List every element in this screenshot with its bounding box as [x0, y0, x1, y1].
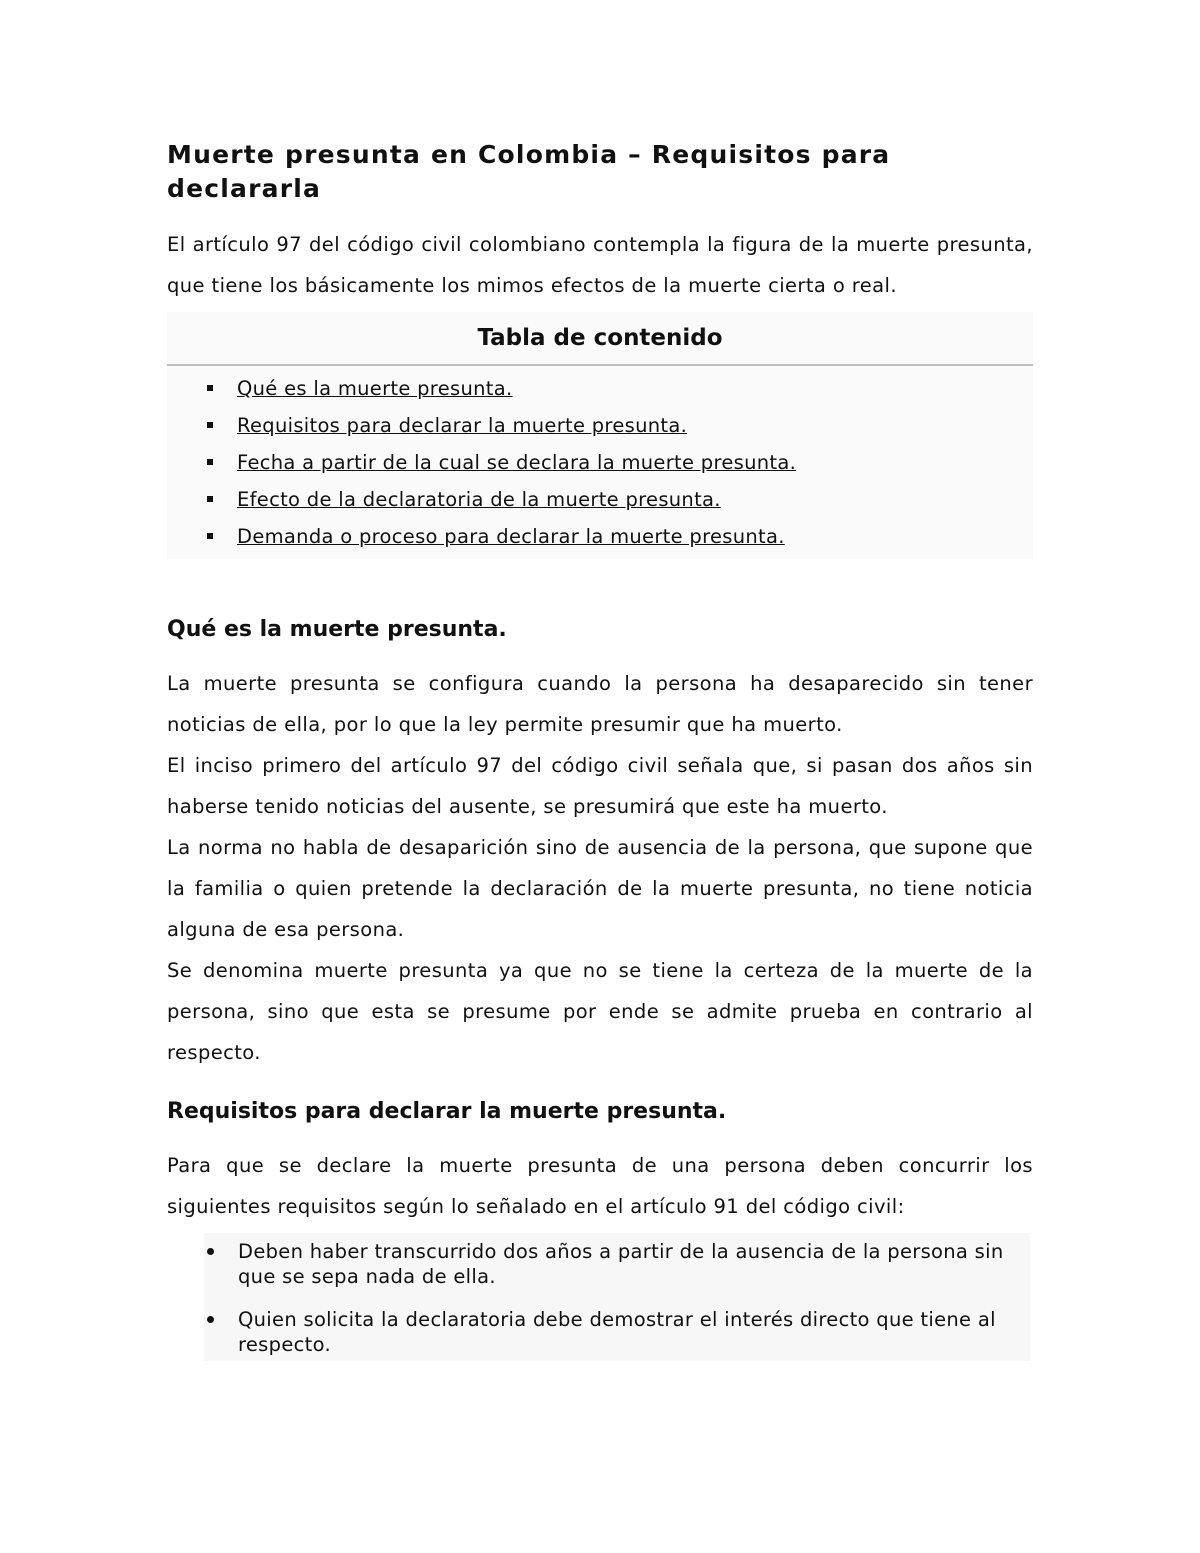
document-body [167, 138, 1033, 1361]
square-bullet-icon [207, 496, 213, 502]
toc-item [167, 481, 1033, 518]
section-heading-que-es: Qué es la muerte presunta. [167, 617, 507, 642]
toc-link-que-es[interactable]: Qué es la muerte presunta. [237, 377, 513, 400]
section1-paragraph: La muerte presunta se configura cuando la persona ha desaparecido sin tener noticias de ella, por lo que la ley permite presumir que ha muerto. [167, 672, 1033, 736]
document-title: Muerte presunta en Colombia – Requisitos para declararla [167, 140, 891, 203]
round-bullet-icon [207, 1248, 214, 1255]
toc-item [167, 518, 1033, 555]
section2-paragraph: Para que se declare la muerte presunta de una persona deben concurrir los siguientes requisitos según lo señalado en el artículo 91 del código civil: [167, 1154, 1033, 1218]
section-heading-requisitos: Requisitos para declarar la muerte presunta. [167, 1099, 727, 1124]
intro-paragraph: El artículo 97 del código civil colombiano contempla la figura de la muerte presunta, que tiene los básicamente los mimos efectos de la muerte cierta o real. [167, 233, 1033, 297]
section1-paragraph: La norma no habla de desaparición sino de ausencia de la persona, que supone que la familia o quien pretende la declaración de la muerte presunta, no tiene noticia alguna de esa persona. [167, 836, 1033, 941]
list-item [204, 1239, 1030, 1289]
requirement-text: Quien solicita la declaratoria debe demostrar el interés directo que tiene al respecto. [238, 1308, 996, 1356]
table-of-contents [167, 312, 1033, 559]
toc-item [167, 407, 1033, 444]
toc-title: Tabla de contenido [167, 312, 1033, 366]
toc-link-requisitos[interactable]: Requisitos para declarar la muerte presunta. [237, 414, 688, 437]
section1-paragraph: El inciso primero del artículo 97 del código civil señala que, si pasan dos años sin haberse tenido noticias del ausente, se presumirá que este ha muerto. [167, 754, 1033, 818]
toc-link-demanda[interactable]: Demanda o proceso para declarar la muerte presunta. [237, 525, 785, 548]
requirement-text: Deben haber transcurrido dos años a partir de la ausencia de la persona sin que se sepa nada de ella. [238, 1240, 1004, 1288]
toc-link-fecha[interactable]: Fecha a partir de la cual se declara la muerte presunta. [237, 451, 797, 474]
square-bullet-icon [207, 533, 213, 539]
requirements-list [204, 1233, 1030, 1361]
square-bullet-icon [207, 459, 213, 465]
list-item [204, 1307, 1030, 1357]
round-bullet-icon [207, 1316, 214, 1323]
toc-item [167, 370, 1033, 407]
toc-list [167, 366, 1033, 559]
section1-paragraph: Se denomina muerte presunta ya que no se tiene la certeza de la muerte de la persona, sino que esta se presume por ende se admite prueba en contrario al respecto. [167, 959, 1033, 1064]
toc-link-efecto[interactable]: Efecto de la declaratoria de la muerte presunta. [237, 488, 721, 511]
toc-item [167, 444, 1033, 481]
square-bullet-icon [207, 422, 213, 428]
square-bullet-icon [207, 385, 213, 391]
